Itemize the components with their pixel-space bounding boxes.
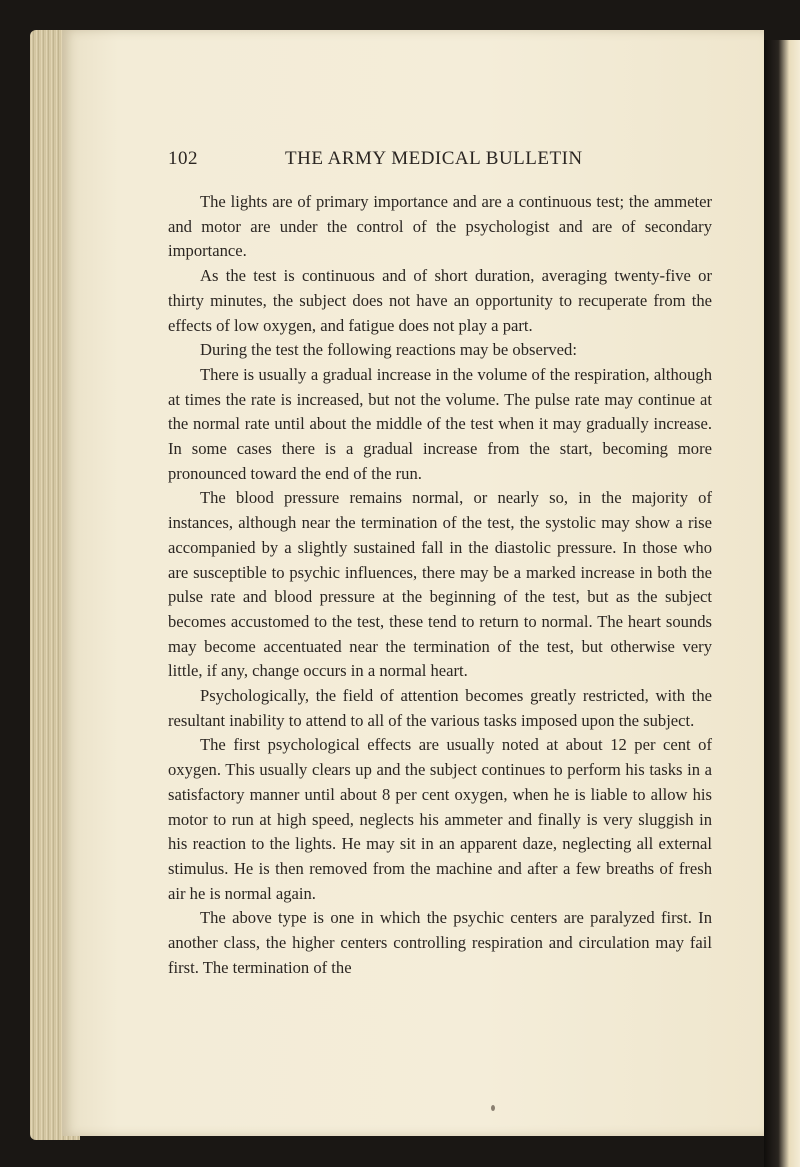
page-number: 102 (168, 148, 198, 169)
paragraph: The blood pressure remains normal, or nearly so, in the majority of instances, although near the termination of the test, the systolic may show a rise accompanied by a slightly sustained fall in the diastolic pressure. In those who are susceptible to psychic influences, there may be a marked increase in both the pulse rate and blood pressure at the beginning of the test, but as the subject becomes accustomed to the test, these tend to return to normal. The heart sounds may become accentuated near the termination of the test, but otherwise very little, if any, change occurs in a normal heart. (168, 488, 712, 681)
paragraph: The first psychological effects are usually noted at about 12 per cent of oxygen. This usually clears up and the subject continues to perform his tasks in a satisfactory manner until about 8 per cent oxygen, when he is liable to allow his motor to run at high speed, neglects his ammeter and finally is very sluggish in his reaction to the lights. He may sit in an apparent daze, neglecting all external stimulus. He is then removed from the machine and after a few breaths of fresh air he is normal again. (168, 735, 712, 903)
paragraph: The above type is one in which the psychic centers are paralyzed first. In another class, the higher centers controlling respiration and circulation may fail first. The termination of the (168, 908, 712, 977)
running-header (168, 148, 708, 178)
running-title: THE ARMY MEDICAL BULLETIN (285, 148, 583, 169)
paragraph: As the test is continuous and of short duration, averaging twenty-five or thirty minutes, the subject does not have an opportunity to recuperate from the effects of low oxygen, and fatigue does not play a part. (168, 266, 712, 335)
binding-gutter (764, 40, 800, 1167)
paragraph: Psychologically, the field of attention becomes greatly restricted, with the resultant inability to attend to all of the various tasks imposed upon the subject. (168, 686, 712, 730)
body-text (168, 190, 712, 981)
paragraph: During the test the following reactions may be observed: (200, 340, 577, 360)
paragraph: The lights are of primary importance and are a continuous test; the ammeter and motor are under the control of the psychologist and are of secondary importance. (168, 192, 712, 261)
ink-speck (491, 1105, 495, 1111)
paragraph: There is usually a gradual increase in the volume of the respiration, although at times the rate is increased, but not the volume. The pulse rate may continue at the normal rate until about the middle of the test when it may gradually increase. In some cases there is a gradual increase from the start, becoming more pronounced toward the end of the run. (168, 364, 712, 483)
